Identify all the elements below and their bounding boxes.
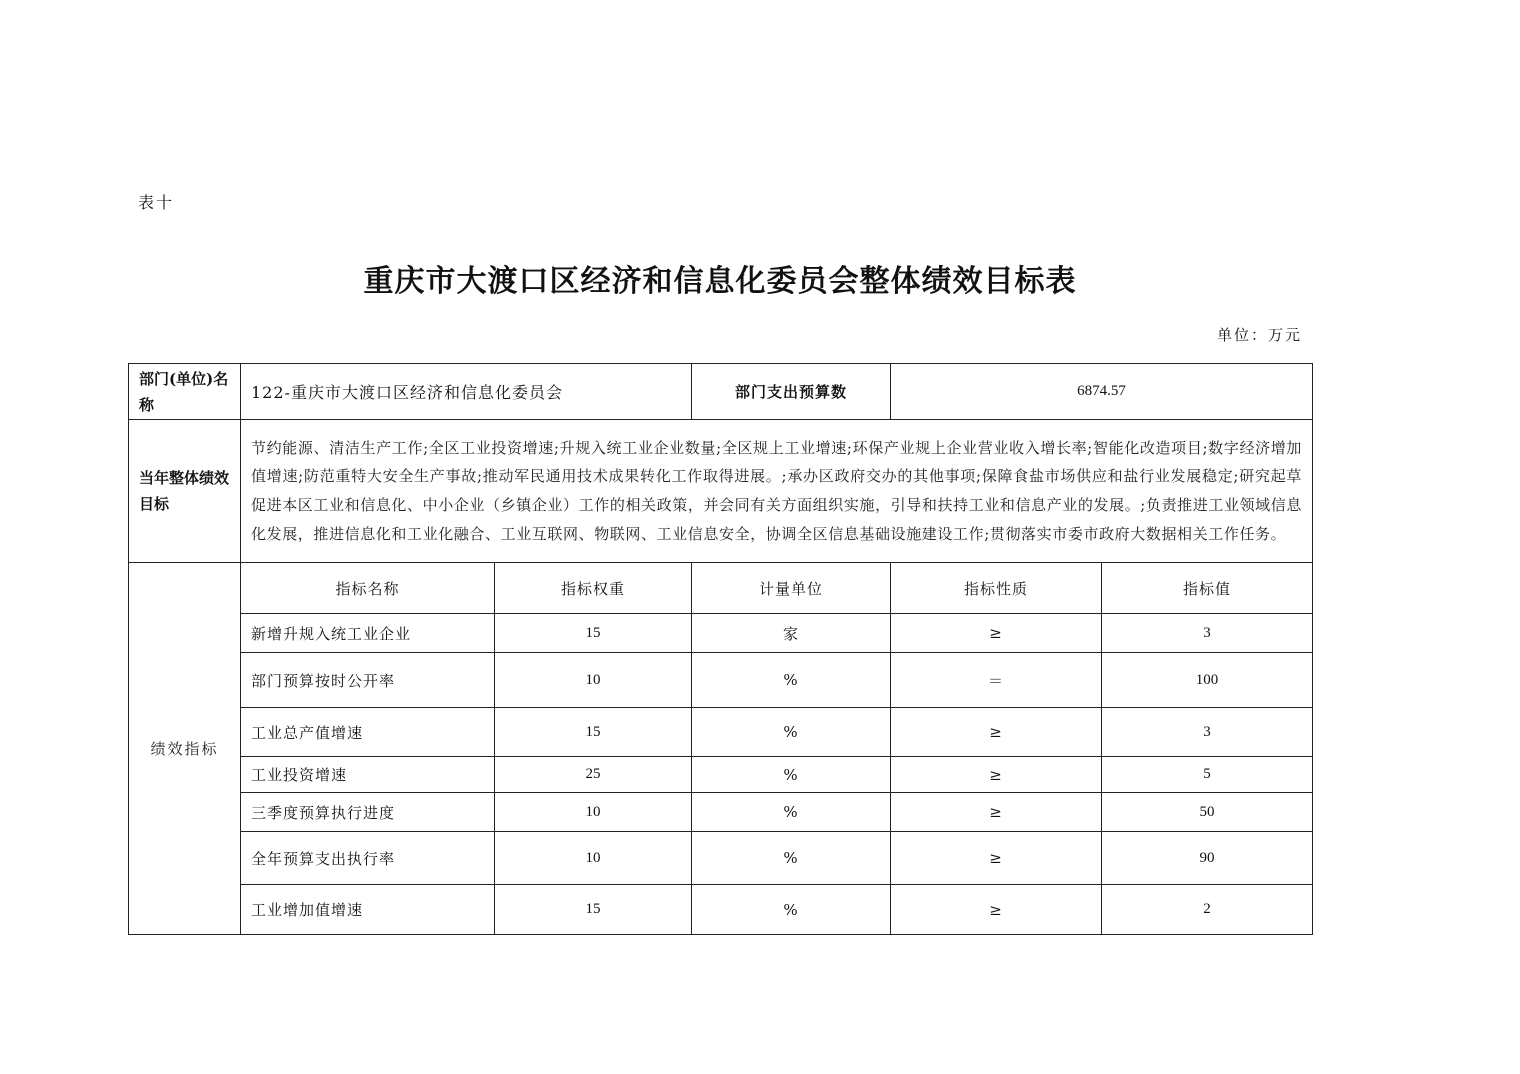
metric-nature-cell: ≥ [891,885,1102,935]
metric-name-cell: 工业投资增速 [241,757,495,793]
budget-value: 6874.57 [891,364,1313,420]
header-metric-value: 指标值 [1102,563,1313,614]
metric-weight-cell: 10 [495,653,692,708]
header-metric-weight: 指标权重 [495,563,692,614]
metric-weight-cell: 15 [495,708,692,757]
metric-value-cell: 3 [1102,614,1313,653]
metric-nature-cell: ≥ [891,832,1102,885]
table-row [129,614,1313,653]
header-metric-nature: 指标性质 [891,563,1102,614]
metric-unit-cell: % [692,832,891,885]
metric-weight-cell: 15 [495,885,692,935]
metric-name-cell: 工业增加值增速 [241,885,495,935]
metric-weight-cell: 10 [495,832,692,885]
unit-label: 单位：万元 [1216,326,1302,344]
metric-nature-cell: ≥ [891,757,1102,793]
metric-unit-cell: % [692,885,891,935]
table-row [129,885,1313,935]
table-row [129,832,1313,885]
budget-label: 部门支出预算数 [692,364,891,420]
metric-nature-cell: ≥ [891,708,1102,757]
metric-name-cell: 新增升规入统工业企业 [241,614,495,653]
metric-value-cell: 100 [1102,653,1313,708]
metric-name-cell: 三季度预算执行进度 [241,793,495,832]
table-row [129,757,1313,793]
page-title: 重庆市大渡口区经济和信息化委员会整体绩效目标表 [363,264,1077,299]
metric-value-cell: 90 [1102,832,1313,885]
metric-name-cell: 部门预算按时公开率 [241,653,495,708]
metric-value-cell: 5 [1102,757,1313,793]
metric-name-cell: 全年预算支出执行率 [241,832,495,885]
metric-unit-cell: % [692,653,891,708]
header-metric-name: 指标名称 [241,563,495,614]
performance-target-table [128,363,1313,935]
metric-nature-cell: ≥ [891,614,1102,653]
metric-nature-cell: ≥ [891,793,1102,832]
metric-weight-cell: 10 [495,793,692,832]
department-name-value: 122-重庆市大渡口区经济和信息化委员会 [241,364,692,420]
table-row [129,653,1313,708]
department-name-label: 部门(单位)名称 [129,364,241,420]
metric-unit-cell: % [692,708,891,757]
table-row [129,708,1313,757]
metric-weight-cell: 25 [495,757,692,793]
header-metric-unit: 计量单位 [692,563,891,614]
metric-unit-cell: % [692,793,891,832]
goal-row [129,420,1313,563]
table-row [129,793,1313,832]
department-row [129,364,1313,420]
table-number-label: 表十 [138,193,175,212]
metric-name-cell: 工业总产值增速 [241,708,495,757]
metric-value-cell: 3 [1102,708,1313,757]
metric-weight-cell: 15 [495,614,692,653]
annual-goal-label: 当年整体绩效目标 [129,420,241,563]
metric-nature-cell: ＝ [891,653,1102,708]
metrics-header-row [129,563,1313,614]
metric-unit-cell: % [692,757,891,793]
metrics-section-label: 绩效指标 [129,563,241,935]
metric-value-cell: 50 [1102,793,1313,832]
metric-unit-cell: 家 [692,614,891,653]
annual-goal-text: 节约能源、清洁生产工作;全区工业投资增速;升规入统工业企业数量;全区规上工业增速;环保产业规上企业营业收入增长率;智能化改造项目;数字经济增加值增速;防范重特大安全生产事故;推动军民通用技术成果转化工作取得进展。;承办区政府交办的其他事项;保障食盐市场供应和盐行业发展稳定;研究起草促进本区工业和信息化、中小企业（乡镇企业）工作的相关政策，并会同有关方面组织实施，引导和扶持工业和信息产业的发展。;负责推进工业领域信息化发展，推进信息化和工业化融合、工业互联网、物联网、工业信息安全，协调全区信息基础设施建设工作;贯彻落实市委市政府大数据相关工作任务。 [241,420,1313,563]
metric-value-cell: 2 [1102,885,1313,935]
